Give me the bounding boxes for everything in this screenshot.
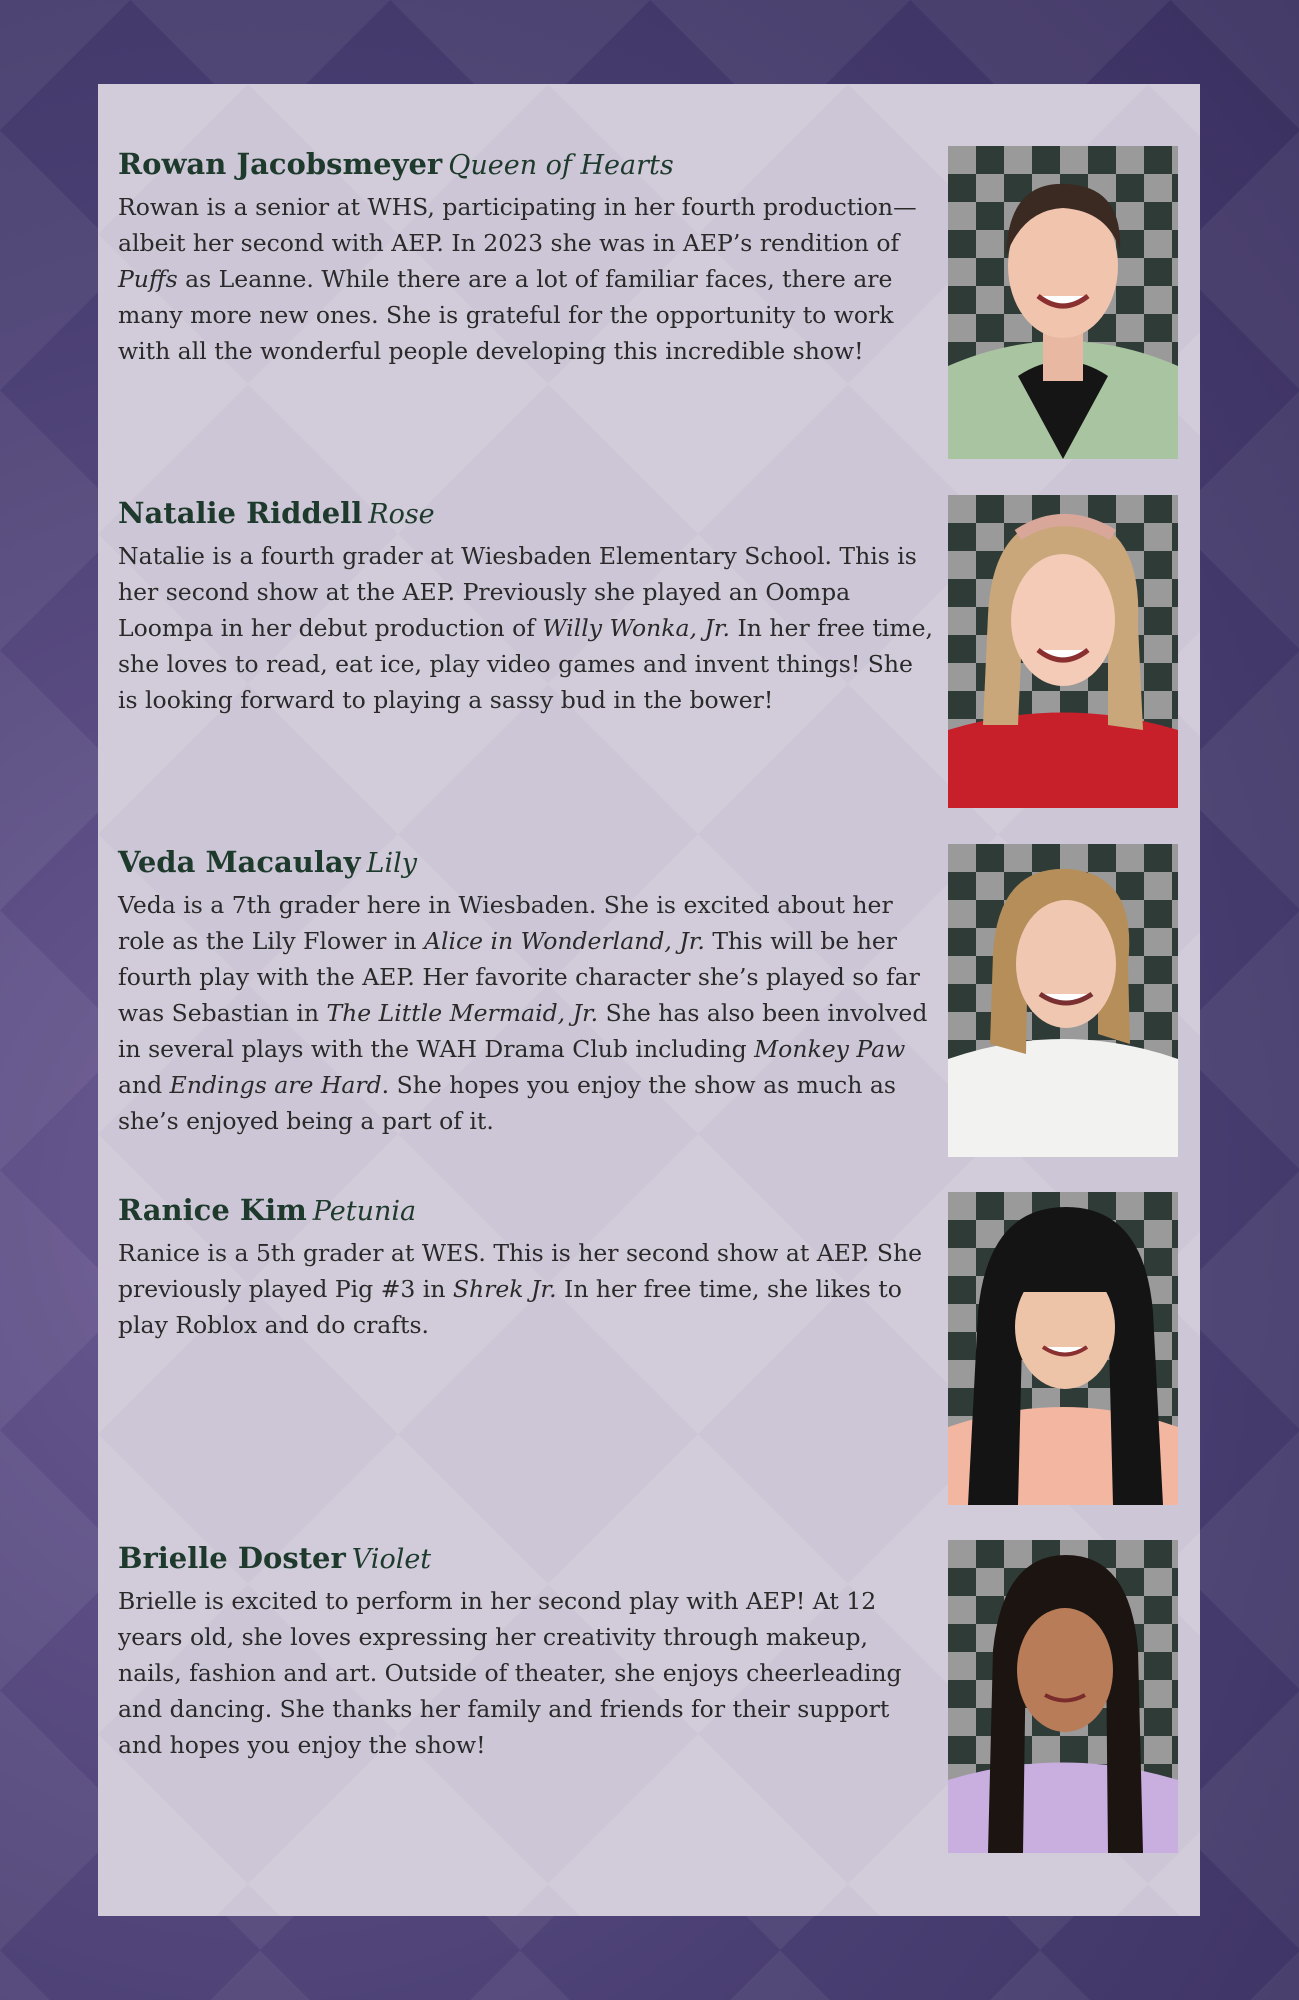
show-title: Alice in Wonderland, Jr. xyxy=(423,927,705,955)
cast-role: Rose xyxy=(368,499,435,530)
cast-entry-natalie xyxy=(118,495,1178,810)
headshot-photo xyxy=(948,1540,1178,1853)
cast-bios-panel xyxy=(98,84,1200,1916)
headshot-photo xyxy=(948,495,1178,808)
cast-heading xyxy=(118,1192,933,1233)
cast-role: Lily xyxy=(366,848,418,879)
cast-entry-rowan xyxy=(118,146,1178,461)
cast-heading xyxy=(118,495,933,536)
cast-bio: Natalie is a fourth grader at Wiesbaden Elementary School. This is her second show at the AEP. Previously she played an Oompa Loompa in her debut production of Willy Wonka, Jr. In her free time, she loves to read, eat ice, play video games and invent things! She is looking forward to playing a sassy bud in the bower! xyxy=(118,542,933,714)
cast-name: Natalie Riddell xyxy=(118,496,363,530)
cast-bio: Rowan is a senior at WHS, participating in her fourth production—albeit her second with AEP. In 2023 she was in AEP’s rendition of Puffs as Leanne. While there are a lot of familiar faces, there are many more new ones. She is grateful for the opportunity to work with all the wonderful people developing this incredible show! xyxy=(118,193,917,365)
headshot-natalie xyxy=(948,495,1178,808)
cast-entry-brielle xyxy=(118,1540,1178,1855)
cast-name: Ranice Kim xyxy=(118,1193,307,1227)
show-title: Puffs xyxy=(118,265,178,293)
cast-heading xyxy=(118,146,933,187)
cast-entry-ranice xyxy=(118,1192,1178,1507)
cast-bio: Ranice is a 5th grader at WES. This is her second show at AEP. She previously played Pig #3 in Shrek Jr. In her free time, she likes to play Roblox and do crafts. xyxy=(118,1239,923,1339)
headshot-ranice xyxy=(948,1192,1178,1505)
headshot-photo xyxy=(948,1192,1178,1505)
headshot-veda xyxy=(948,844,1178,1157)
cast-role: Violet xyxy=(351,1544,432,1575)
cast-role: Petunia xyxy=(312,1196,417,1227)
cast-bio: Brielle is excited to perform in her second play with AEP! At 12 years old, she loves expressing her creativity through makeup, nails, fashion and art. Outside of theater, she enjoys cheerleading and dancing. She thanks her family and friends for their support and hopes you enjoy the show! xyxy=(118,1587,902,1759)
cast-name: Brielle Doster xyxy=(118,1541,346,1575)
cast-role: Queen of Hearts xyxy=(448,150,674,181)
cast-name: Veda Macaulay xyxy=(118,845,361,879)
cast-heading xyxy=(118,844,933,885)
show-title: The Little Mermaid, Jr. xyxy=(326,999,599,1027)
show-title: Shrek Jr. xyxy=(452,1275,557,1303)
cast-heading xyxy=(118,1540,933,1581)
headshot-photo xyxy=(948,844,1178,1157)
cast-name: Rowan Jacobsmeyer xyxy=(118,147,443,181)
headshot-photo xyxy=(948,146,1178,459)
headshot-brielle xyxy=(948,1540,1178,1853)
headshot-rowan xyxy=(948,146,1178,459)
show-title: Monkey Paw xyxy=(754,1035,906,1063)
cast-entry-veda xyxy=(118,844,1178,1159)
show-title: Willy Wonka, Jr. xyxy=(542,614,731,642)
cast-bio: Veda is a 7th grader here in Wiesbaden. She is excited about her role as the Lily Flower in Alice in Wonderland, Jr. This will be her fourth play with the AEP. Her favorite character she’s played so far was Sebastian in The Little Mermaid, Jr. She has also been involved in several plays with the WAH Drama Club including Monkey Paw and Endings are Hard. She hopes you enjoy the show as much as she’s enjoyed being a part of it. xyxy=(118,891,928,1135)
show-title: Endings are Hard xyxy=(169,1071,382,1099)
